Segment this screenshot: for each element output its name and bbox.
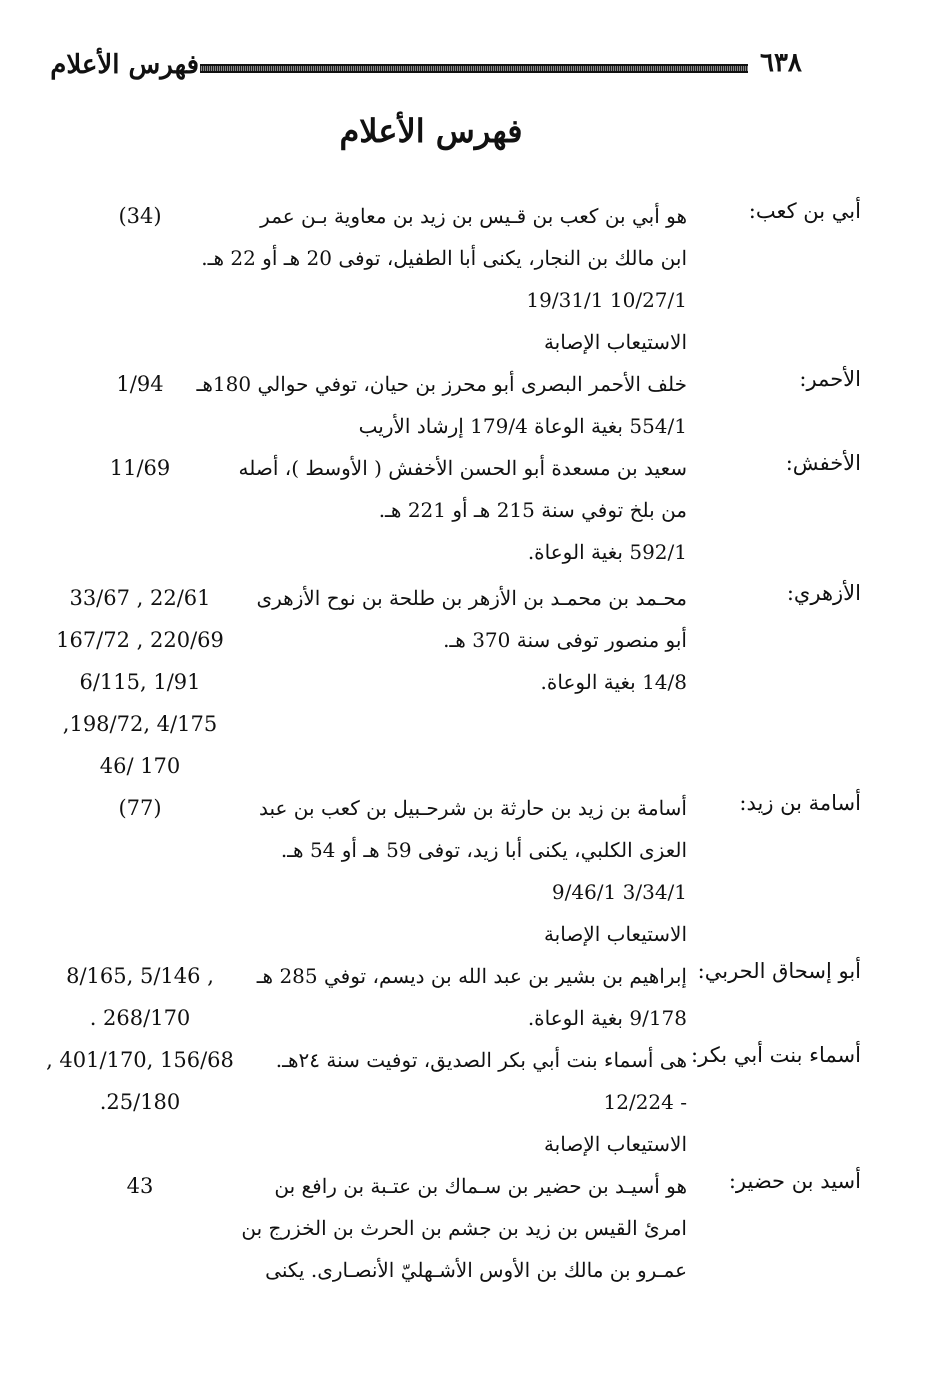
- page-ref: , 401/170, 156/68: [46, 1048, 234, 1072]
- entry-page-refs: [40, 447, 240, 489]
- entry-name: أسامة بن زيد:: [739, 791, 861, 815]
- entry-line: 3/34/1 9/46/1: [551, 880, 687, 904]
- page-ref: 33/67 , 22/61: [69, 586, 211, 610]
- page-ref: 8/165, 5/146 ,: [66, 964, 214, 988]
- index-entry: [0, 955, 949, 1039]
- entry-line: سعيد بن مسعدة أبو الحسن الأخفش ( الأوسط )، أصله: [238, 456, 687, 480]
- entry-line: محـمد بن محمـد بن الأزهر بن طلحة بن نوح الأزهرى: [256, 586, 687, 610]
- entry-body: [219, 447, 687, 573]
- entry-body: [219, 577, 687, 703]
- page-ref: . 268/170: [89, 1006, 191, 1030]
- entry-name: أسيد بن حضير:: [728, 1169, 861, 1193]
- entry-line: الاستيعاب الإصابة: [543, 330, 687, 354]
- entry-line: إبراهيم بن بشير بن عبد الله بن ديسم، توفي 285 هـ: [256, 964, 687, 988]
- index-entry: [0, 363, 949, 447]
- entry-page-refs: [40, 1039, 240, 1123]
- page-ref: (77): [118, 796, 162, 820]
- entry-line: الاستيعاب الإصابة: [543, 922, 687, 946]
- page-ref: 167/72 , 220/69: [56, 628, 224, 652]
- entry-line: من بلخ توفي سنة 215 هـ أو 221 هـ.: [378, 498, 687, 522]
- entry-body: [219, 1165, 687, 1291]
- page-ref: (34): [118, 204, 162, 228]
- running-title: فهرس الأعلام: [50, 50, 199, 80]
- page-ref: 43: [126, 1174, 154, 1198]
- entry-name: الأخفش:: [785, 451, 861, 475]
- entry-line: أسامة بن زيد بن حارثة بن شرحـبيل بن كعب بن عبد: [258, 796, 687, 820]
- entry-line: 554/1 بغية الوعاة 179/4 إرشاد الأريب: [358, 414, 687, 438]
- entry-page-refs: [40, 787, 240, 829]
- page-ref: 6/115, 1/91: [79, 670, 201, 694]
- entry-line: أبو منصور توفى سنة 370 هـ.: [443, 628, 687, 652]
- entry-page-refs: [40, 955, 240, 1039]
- entry-body: [201, 195, 687, 363]
- entry-name: الأحمر:: [799, 367, 861, 391]
- entry-line: هو أسيـد بن حضير بن سـماك بن عتـبة بن رافع بن: [274, 1174, 687, 1198]
- header-rule: [200, 64, 748, 73]
- page-header: [0, 40, 949, 90]
- entry-body: [219, 787, 687, 955]
- entry-line: 10/27/1 19/31/1: [526, 288, 687, 312]
- entry-page-refs: [40, 577, 240, 787]
- entry-line: 592/1 بغية الوعاة.: [527, 540, 687, 564]
- page-ref: 1/94: [116, 372, 164, 396]
- entry-name: أبو إسحاق الحربي:: [697, 959, 861, 983]
- entry-line: خلف الأحمر البصرى أبو محرز بن حيان، توفي حوالي 180هـ: [196, 372, 687, 396]
- page-ref: 11/69: [109, 456, 171, 480]
- entry-line: عمـرو بن مالك بن الأوس الأشـهليّ الأنصـارى. يكنى: [265, 1258, 687, 1282]
- entry-body: [196, 363, 687, 447]
- entry-line: امرئ القيس بن زيد بن جشم بن الحرث بن الخزرج بن: [241, 1216, 687, 1240]
- page-ref: .25/180: [99, 1090, 181, 1114]
- entry-body: [219, 1039, 687, 1165]
- index-entry: [0, 577, 949, 787]
- entry-page-refs: [40, 363, 240, 405]
- entry-page-refs: [40, 195, 240, 237]
- page-title: فهرس الأعلام: [339, 112, 523, 150]
- entry-name: أبي بن كعب:: [748, 199, 861, 223]
- entry-line: - 12/224: [603, 1090, 687, 1114]
- index-entry: [0, 195, 949, 355]
- entry-line: الاستيعاب الإصابة: [543, 1132, 687, 1156]
- index-entry: [0, 1165, 949, 1291]
- entry-name: أسماء بنت أبي بكر:: [691, 1043, 861, 1067]
- entry-line: 14/8 بغية الوعاة.: [540, 670, 687, 694]
- entry-line: ابن مالك بن النجار، يكنى أبا الطفيل، توفى 20 هـ أو 22 هـ.: [201, 246, 687, 270]
- page-ref: 46/ 170: [99, 754, 181, 778]
- index-entry: [0, 1039, 949, 1165]
- entry-line: العزى الكلبي، يكنى أبا زيد، توفى 59 هـ أو 54 هـ.: [280, 838, 687, 862]
- page-number: ٦٣٨: [760, 48, 802, 78]
- index-entry: [0, 787, 949, 955]
- page-ref: ,198/72, 4/175: [62, 712, 218, 736]
- entry-name: الأزهري:: [786, 581, 861, 605]
- entry-page-refs: [40, 1165, 240, 1207]
- entry-body: [219, 955, 687, 1039]
- index-entry: [0, 447, 949, 573]
- entry-line: هى أسماء بنت أبي بكر الصديق، توفيت سنة ٢٤هـ.: [275, 1048, 687, 1072]
- entry-line: 9/178 بغية الوعاة.: [527, 1006, 687, 1030]
- entry-line: هو أبي بن كعب بن قـيس بن زيد بن معاوية بـن عمر: [260, 204, 687, 228]
